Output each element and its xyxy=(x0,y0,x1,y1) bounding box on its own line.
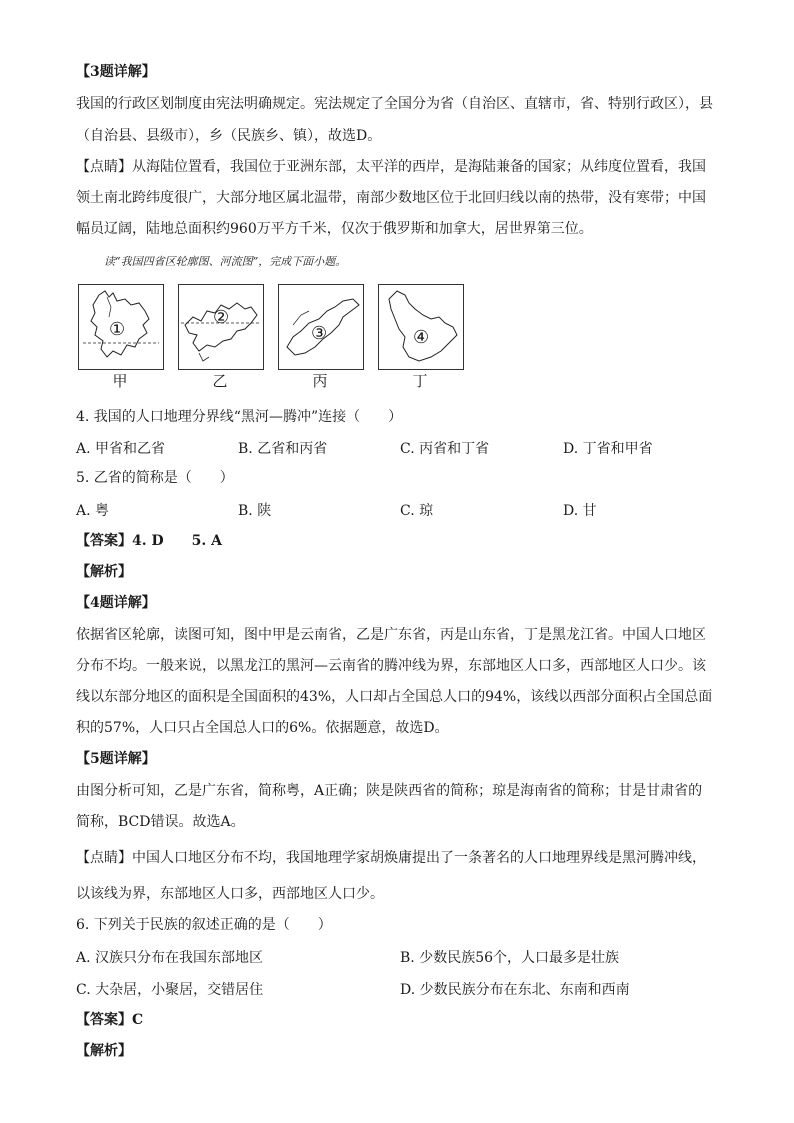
map-guangdong xyxy=(178,284,264,370)
paragraph-line: 线以东部分地区的面积是全国面积的43%，人口却占全国总人口的94%，该线以西部分面积占全国总面 xyxy=(76,689,713,705)
key-point-note: 【点睛】中国人口地区分布不均，我国地理学家胡焕庸提出了一条著名的人口地理界线是黑河腾冲线， xyxy=(76,850,706,866)
paragraph-line: （自治县、县级市），乡（民族乡、镇），故选D。 xyxy=(76,128,382,144)
paragraph-line: 依据省区轮廓，读图可知，图中甲是云南省，乙是广东省，丙是山东省，丁是黑龙江省。中国人口地区 xyxy=(76,627,706,643)
map-number: ② xyxy=(213,307,230,328)
paragraph-line: 【点睛】从海陆位置看，我国位于亚洲东部，太平洋的西岸，是海陆兼备的国家；从纬度位置看，我国 xyxy=(76,159,706,175)
answer-q6: 【答案】C xyxy=(76,1012,144,1028)
q5-option-d: D. 甘 xyxy=(563,503,597,519)
map-heilongjiang xyxy=(378,284,464,370)
q4-option-d: D. 丁省和甲省 xyxy=(563,441,653,457)
section-heading-q4: 【4题详解】 xyxy=(76,595,156,611)
paragraph-line: 我国的行政区划制度由宪法明确规定。宪法规定了全国分为省（自治区、直辖市，省、特别行政区），县 xyxy=(76,96,713,112)
q4-option-b: B. 乙省和丙省 xyxy=(238,441,328,457)
question-4: 4. 我国的人口地理分界线“黑河—腾冲”连接（ ） xyxy=(76,409,403,425)
map-yunnan xyxy=(78,284,164,370)
q4-option-c: C. 丙省和丁省 xyxy=(400,441,490,457)
q6-option-b: B. 少数民族56个，人口最多是壮族 xyxy=(400,950,620,966)
q5-option-c: C. 琼 xyxy=(400,503,434,519)
map-label-jia: 甲 xyxy=(112,372,128,390)
analysis-heading: 【解析】 xyxy=(76,1043,132,1059)
map-label-yi: 乙 xyxy=(212,372,228,390)
map-shandong xyxy=(278,284,364,370)
map-label-ding: 丁 xyxy=(412,372,428,390)
map-number: ③ xyxy=(311,323,328,344)
question-5: 5. 乙省的简称是（ ） xyxy=(76,470,234,486)
q5-option-b: B. 陕 xyxy=(238,503,272,519)
paragraph-line: 领土南北跨纬度很广，大部分地区属北温带，南部少数地区位于北回归线以南的热带，没有寒带；中国 xyxy=(76,190,706,206)
paragraph-line: 以该线为界，东部地区人口多，西部地区人口少。 xyxy=(76,886,384,902)
q6-option-c: C. 大杂居，小聚居，交错居住 xyxy=(76,982,264,998)
section-heading-q5: 【5题详解】 xyxy=(76,751,156,767)
q6-option-d: D. 少数民族分布在东北、东南和西南 xyxy=(400,982,630,998)
paragraph-line: 积的57%，人口只占全国总人口的6%。依据题意，故选D。 xyxy=(76,720,449,736)
paragraph-line: 分布不均。一般来说，以黑龙江的黑河—云南省的腾冲线为界，东部地区人口多，西部地区人口少。该 xyxy=(76,658,706,674)
figure-caption: 读“我国四省区轮廓图、河流图”，完成下面小题。 xyxy=(104,255,347,268)
map-number: ① xyxy=(109,319,126,340)
q5-option-a: A. 粤 xyxy=(76,503,110,519)
paragraph-line: 幅员辽阔，陆地总面积约960万平方千米，仅次于俄罗斯和加拿大，居世界第三位。 xyxy=(76,221,593,237)
analysis-heading: 【解析】 xyxy=(76,564,132,580)
answer-q4-q5: 【答案】4. D 5. A xyxy=(76,533,222,549)
map-number: ④ xyxy=(413,327,430,348)
section-heading-q3: 【3题详解】 xyxy=(76,64,156,80)
question-6: 6. 下列关于民族的叙述正确的是（ ） xyxy=(76,917,332,933)
q6-option-a: A. 汉族只分布在我国东部地区 xyxy=(76,950,264,966)
paragraph-line: 简称，BCD错误。故选A。 xyxy=(76,814,245,830)
paragraph-line: 由图分析可知，乙是广东省，简称粤，A正确；陕是陕西省的简称；琼是海南省的简称；甘是甘肃省的 xyxy=(76,783,703,799)
map-label-bing: 丙 xyxy=(312,372,328,390)
q4-option-a: A. 甲省和乙省 xyxy=(76,441,166,457)
